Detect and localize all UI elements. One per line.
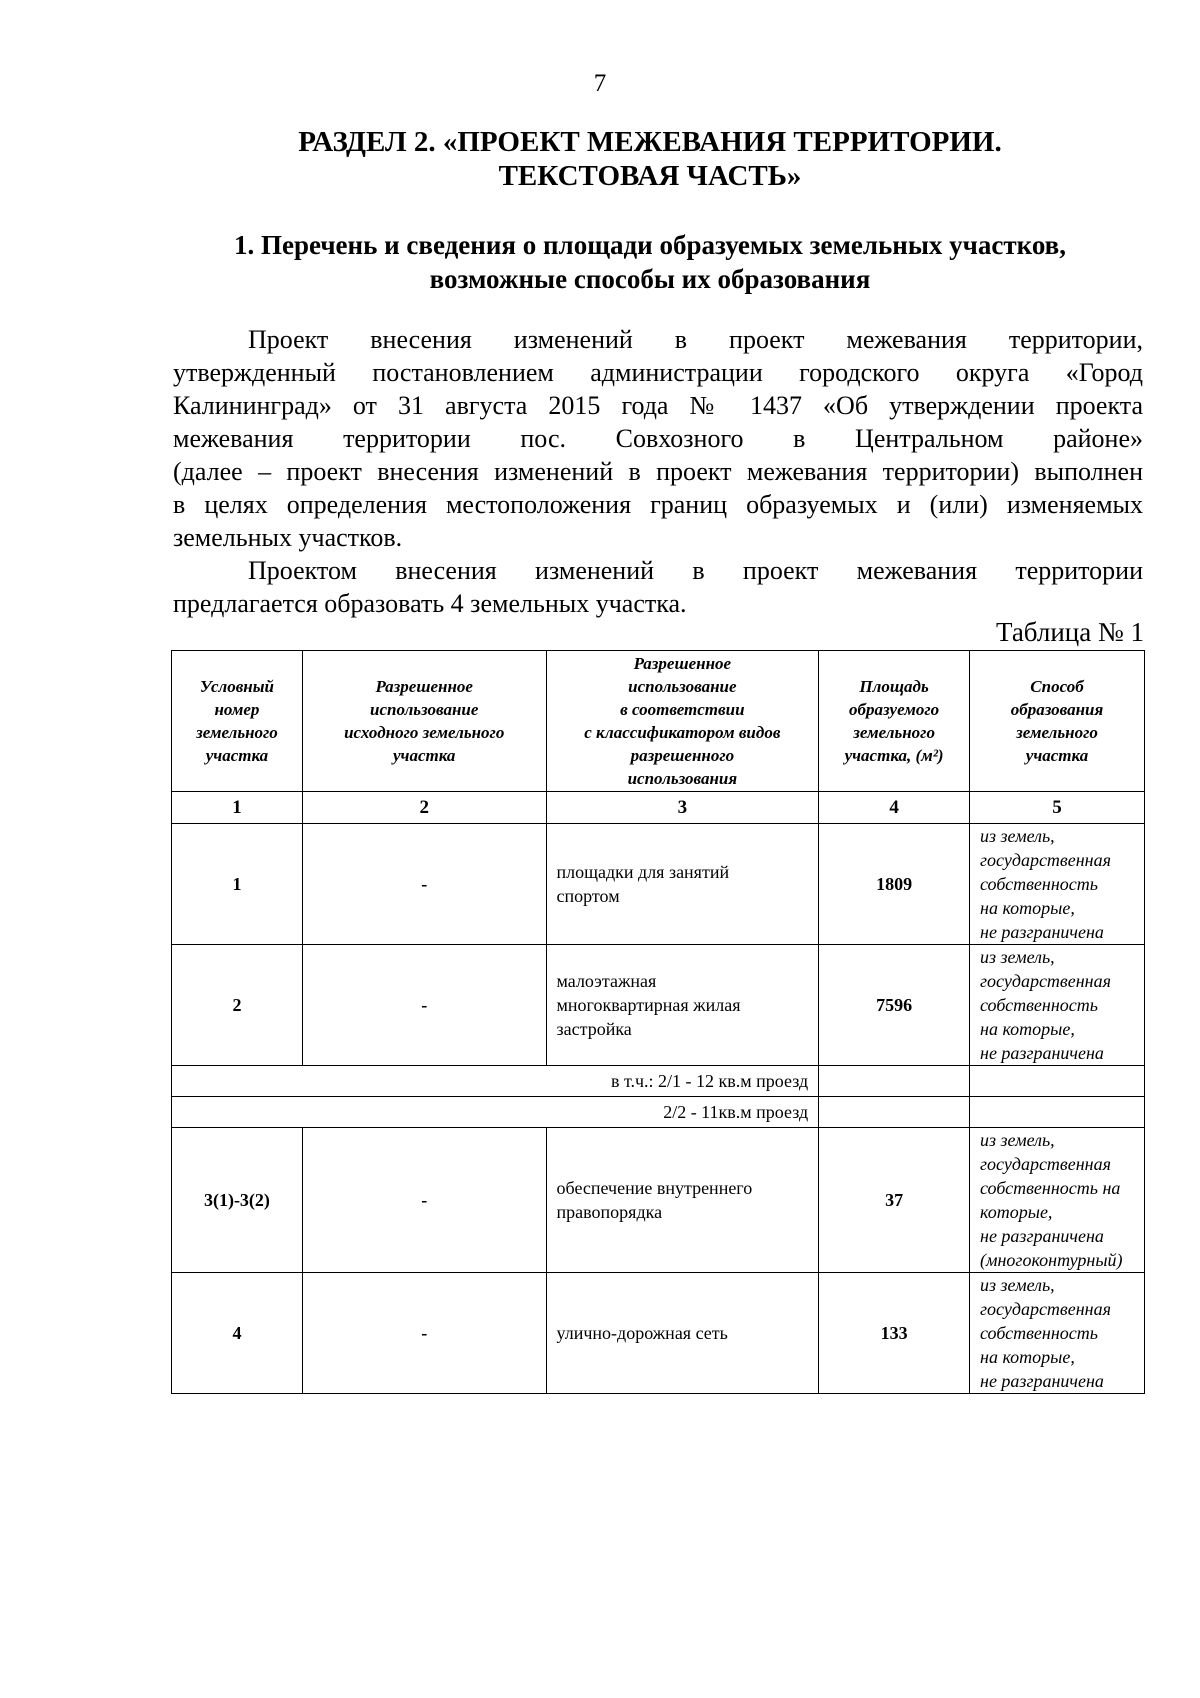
sub-row-area	[819, 1066, 970, 1097]
cell-line: государственная	[980, 850, 1111, 870]
cell-line: не разграничена	[980, 1371, 1104, 1391]
paragraph-line: Проект внесения изменений в проект межевания территории,	[248, 325, 1143, 354]
cell-line: Условный	[199, 677, 274, 696]
cell-line: разрешенного	[630, 746, 735, 765]
paragraph-line: межевания территории пос. Совхозного в Центральном районе»	[173, 424, 1143, 453]
cell-line: собственность	[980, 1323, 1098, 1343]
cell-line: которые,	[980, 1202, 1053, 1222]
cell-line: Разрешенное	[633, 654, 732, 673]
cell-line: собственность	[980, 874, 1098, 894]
page-number: 7	[593, 70, 607, 97]
paragraph-line: Проектом внесения изменений в проект межевания территории	[248, 556, 1143, 585]
header-plot-number	[172, 651, 303, 792]
table-row	[172, 1273, 1145, 1394]
cell-line: участка	[393, 746, 456, 765]
plot-number: 3(1)-3(2)	[172, 1128, 303, 1273]
sub-row-method	[970, 1066, 1145, 1097]
formation-method	[970, 1273, 1145, 1394]
cell-line: использование	[370, 700, 479, 719]
cell-line: (многоконтурный)	[980, 1250, 1123, 1270]
section-title	[170, 125, 1130, 193]
paragraph-2	[173, 554, 1143, 620]
cell-line: улично-дорожная сеть	[556, 1323, 728, 1343]
cell-line: с классификатором видов	[584, 723, 781, 742]
header-permitted-use	[546, 651, 819, 792]
cell-line: исходного земельного	[344, 723, 505, 742]
cell-line: земельного	[1016, 723, 1098, 742]
header-area	[819, 651, 970, 792]
subsection-title-line-2: возможные способы их образования	[429, 264, 871, 294]
table-header-row	[172, 651, 1145, 792]
cell-line: участка	[205, 746, 269, 765]
sub-row-area	[819, 1097, 970, 1128]
cell-line: использование	[628, 677, 737, 696]
cell-line: государственная	[980, 1299, 1111, 1319]
formation-method	[970, 824, 1145, 945]
header-formation-method	[970, 651, 1145, 792]
formation-method	[970, 1128, 1145, 1273]
sub-row	[172, 1097, 1145, 1128]
cell-line: участка, (м²)	[844, 746, 944, 765]
cell-line: спортом	[556, 886, 620, 906]
cell-line: Площадь	[859, 677, 929, 696]
cell-line: образуемого	[849, 700, 940, 719]
sub-row-method	[970, 1097, 1145, 1128]
permitted-use	[546, 1273, 819, 1394]
column-number: 5	[970, 792, 1145, 824]
table-row	[172, 945, 1145, 1066]
cell-line: застройка	[556, 1019, 632, 1039]
table-row	[172, 1128, 1145, 1273]
paragraph-1	[173, 323, 1143, 554]
plot-area: 133	[819, 1273, 970, 1394]
cell-line: номер	[214, 700, 260, 719]
cell-line: в соответствии	[620, 700, 745, 719]
plot-area: 7596	[819, 945, 970, 1066]
table-row	[172, 824, 1145, 945]
cell-line: из земель,	[980, 947, 1055, 967]
plot-area: 37	[819, 1128, 970, 1273]
cell-line: Разрешенное	[375, 677, 473, 696]
column-number: 1	[172, 792, 303, 824]
paragraph-line: предлагается образовать 4 земельных участка.	[173, 589, 687, 618]
cell-line: обеспечение внутреннего	[556, 1178, 753, 1198]
paragraph-line: утвержденный постановлением администрации городского округа «Город	[173, 358, 1143, 387]
formation-method	[970, 945, 1145, 1066]
plot-number: 1	[172, 824, 303, 945]
permitted-use	[546, 945, 819, 1066]
cell-line: участка	[1025, 746, 1089, 765]
cell-line: использования	[627, 769, 738, 788]
cell-line: из земель,	[980, 1130, 1055, 1150]
cell-line: государственная	[980, 1154, 1111, 1174]
source-use: -	[302, 1273, 546, 1394]
cell-line: правопорядка	[556, 1202, 663, 1222]
cell-line: земельного	[196, 723, 278, 742]
column-number: 4	[819, 792, 970, 824]
source-use: -	[302, 1128, 546, 1273]
sub-row-label: в т.ч.: 2/1 - 12 кв.м проезд	[172, 1066, 819, 1097]
cell-line: на которые,	[980, 1347, 1075, 1367]
plot-number: 2	[172, 945, 303, 1066]
cell-line: не разграничена	[980, 1226, 1104, 1246]
cell-line: не разграничена	[980, 922, 1104, 942]
column-number-row	[172, 792, 1145, 824]
body-text	[173, 323, 1143, 620]
cell-line: на которые,	[980, 1019, 1075, 1039]
column-number: 2	[302, 792, 546, 824]
paragraph-line: земельных участков.	[173, 523, 403, 552]
cell-line: площадки для занятий	[556, 862, 730, 882]
plot-number: 4	[172, 1273, 303, 1394]
section-title-line-2: ТЕКСТОВАЯ ЧАСТЬ»	[498, 160, 802, 192]
paragraph-line: в целях определения местоположения границ образуемых и (или) изменяемых	[173, 490, 1143, 519]
paragraph-line: (далее – проект внесения изменений в проект межевания территории) выполнен	[173, 457, 1143, 486]
cell-line: не разграничена	[980, 1043, 1104, 1063]
cell-line: на которые,	[980, 898, 1075, 918]
permitted-use	[546, 824, 819, 945]
permitted-use	[546, 1128, 819, 1273]
cell-line: из земель,	[980, 826, 1055, 846]
subsection-title	[170, 228, 1130, 296]
table-caption: Таблица № 1	[996, 617, 1144, 647]
subsection-title-line-1: 1. Перечень и сведения о площади образуемых земельных участков,	[234, 230, 1066, 260]
cell-line: собственность	[980, 995, 1098, 1015]
cell-line: собственность на	[980, 1178, 1121, 1198]
paragraph-line: Калининград» от 31 августа 2015 года № 1437 «Об утверждении проекта	[173, 391, 1143, 420]
column-number: 3	[546, 792, 819, 824]
source-use: -	[302, 945, 546, 1066]
cell-line: государственная	[980, 971, 1111, 991]
cell-line: образования	[1010, 700, 1104, 719]
source-use: -	[302, 824, 546, 945]
cell-line: из земель,	[980, 1275, 1055, 1295]
header-source-use	[302, 651, 546, 792]
land-plots-table	[171, 650, 1145, 1394]
plot-area: 1809	[819, 824, 970, 945]
sub-row-label: 2/2 - 11кв.м проезд	[172, 1097, 819, 1128]
section-title-line-1: РАЗДЕЛ 2. «ПРОЕКТ МЕЖЕВАНИЯ ТЕРРИТОРИИ.	[298, 126, 1002, 158]
cell-line: Способ	[1030, 677, 1084, 696]
cell-line: малоэтажная	[556, 971, 657, 991]
cell-line: многоквартирная жилая	[556, 995, 741, 1015]
sub-row	[172, 1066, 1145, 1097]
cell-line: земельного	[853, 723, 935, 742]
